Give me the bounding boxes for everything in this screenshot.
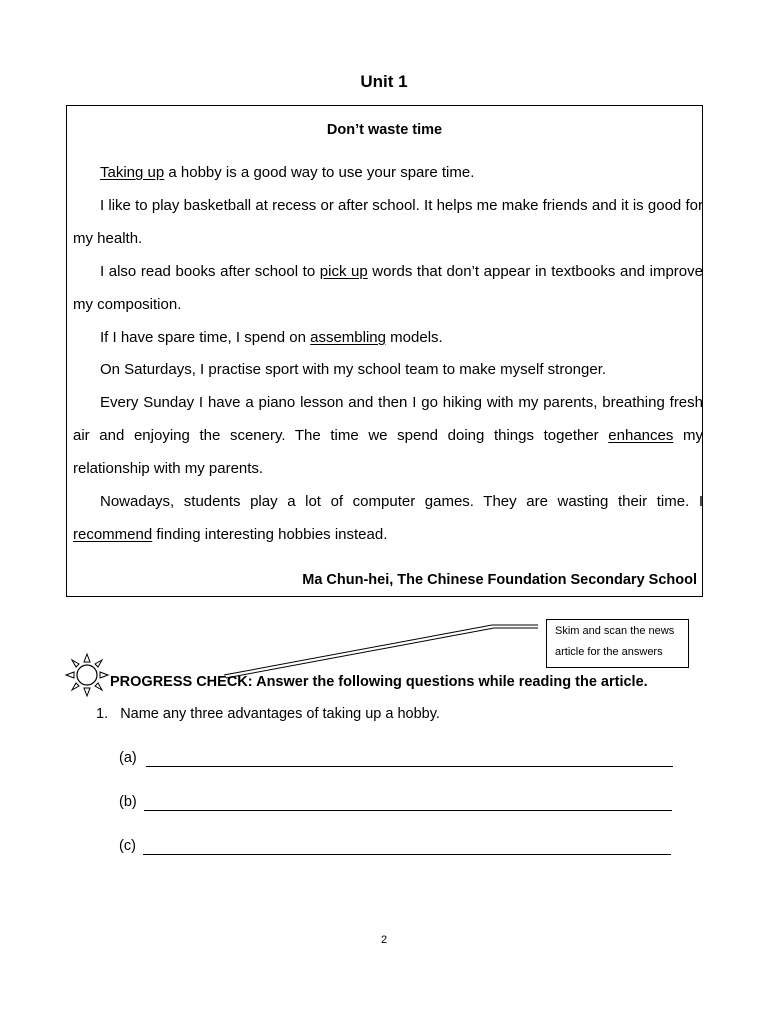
progress-check-label: PROGRESS CHECK: (110, 674, 253, 690)
vocab-enhances: enhances (608, 427, 674, 444)
callout-line-2: article for the answers (555, 646, 663, 658)
paragraph-text: words that don’t appear in textbooks and improve my composition. (73, 263, 703, 313)
vocab-taking-up: Taking up (100, 164, 165, 181)
paragraph-text: finding interesting hobbies instead. (152, 526, 388, 543)
answer-line-b[interactable] (144, 810, 672, 811)
answer-line-a[interactable] (146, 766, 673, 767)
callout-box (546, 619, 689, 668)
article-title: Don’t waste time (326, 122, 443, 138)
paragraph-text: Every Sunday I have a piano lesson and then I go hiking with my parents, breathing fresh air and enjoying the scenery. The time we spend doing things together (73, 394, 703, 444)
paragraph-text: I like to play basketball at recess or after school. It helps me make friends and it is good for my health. (73, 197, 703, 247)
paragraph-text: If I have spare time, I spend on (100, 329, 311, 346)
unit-title: Unit 1 (360, 72, 408, 91)
answer-label-a: (a) (119, 750, 137, 766)
answer-label-c: (c) (119, 838, 136, 854)
paragraph-text: a hobby is a good way to use your spare time. (164, 164, 475, 181)
paragraph-text: On Saturdays, I practise sport with my school team to make myself stronger. (100, 361, 607, 378)
sun-icon (64, 652, 110, 698)
answer-line-c[interactable] (143, 854, 671, 855)
page-number: 2 (380, 934, 388, 946)
answer-label-b: (b) (119, 794, 137, 810)
question-number: 1. (96, 706, 109, 722)
question-text: Name any three advantages of taking up a hobby. (120, 706, 440, 722)
paragraph-text: I also read books after school to (100, 263, 320, 280)
paragraph-text: my relationship with my parents. (73, 427, 703, 477)
vocab-assembling: assembling (310, 329, 386, 346)
article-author: Ma Chun-hei, The Chinese Foundation Secondary School (302, 572, 697, 588)
paragraph-text: models. (386, 329, 443, 346)
progress-check-text: Answer the following questions while reading the article. (252, 674, 648, 690)
paragraph-text: Nowadays, students play a lot of computer games. They are wasting their time. I (100, 493, 703, 510)
vocab-recommend: recommend (73, 526, 153, 543)
question-1 (96, 706, 440, 722)
progress-check (110, 674, 648, 690)
vocab-pick-up: pick up (319, 263, 368, 280)
callout-line-1: Skim and scan the news (555, 625, 675, 637)
